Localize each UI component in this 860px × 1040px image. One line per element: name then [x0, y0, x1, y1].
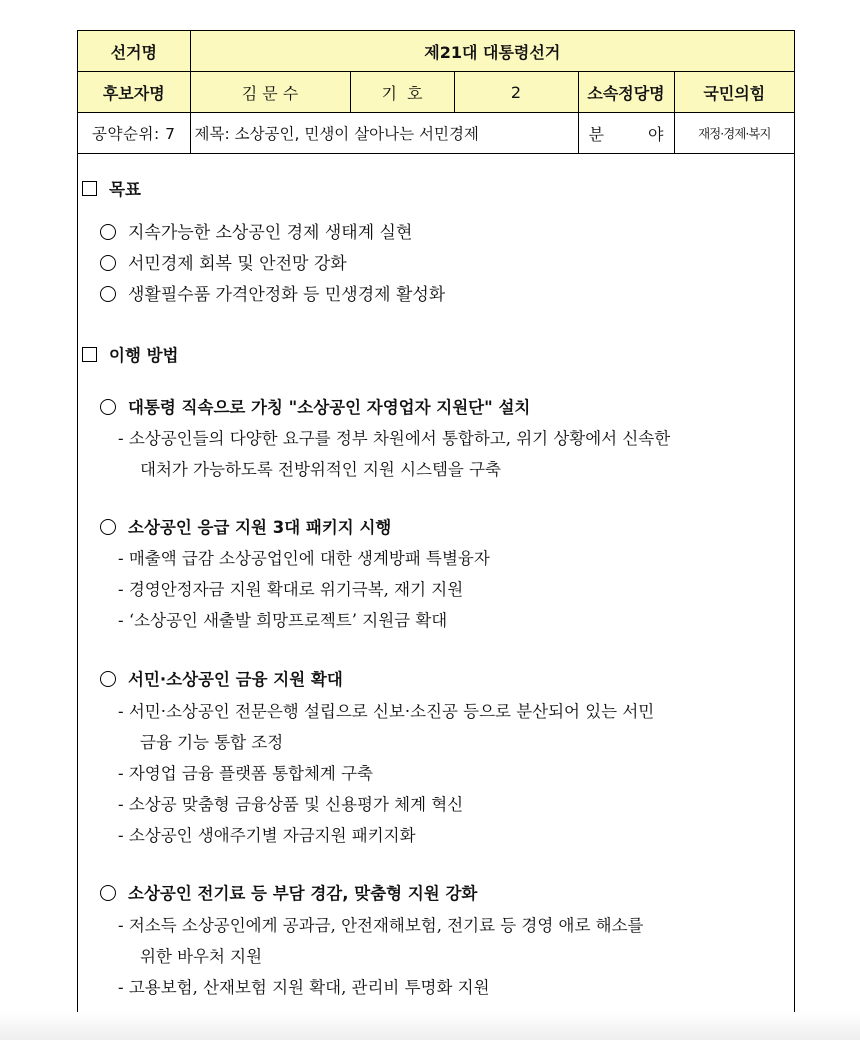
circle-bullet-icon [100, 671, 116, 687]
symbol-value: 2 [454, 72, 578, 113]
method-item-line: - 저소득 소상공인에게 공과금, 안전재해보험, 전기료 등 경영 애로 해소를 [118, 916, 644, 935]
party-value: 국민의힘 [674, 72, 794, 113]
circle-bullet-icon [100, 255, 116, 271]
candidate-label: 후보자명 [78, 72, 190, 113]
goal-item: 생활필수품 가격안정화 등 민생경제 활성화 [100, 280, 445, 311]
field-label-b: 야 [648, 124, 664, 144]
method-item-line: - 서민·소상공인 전문은행 설립으로 신보·소진공 등으로 분산되어 있는 서민 [118, 702, 655, 721]
square-bullet-icon [82, 347, 97, 362]
goal-item: 지속가능한 소상공인 경제 생태계 실현 [100, 218, 412, 249]
field-label-a: 분 [588, 124, 604, 144]
field-label [578, 113, 674, 154]
symbol-label: 기 호 [350, 72, 454, 113]
method-item-line: - 고용보험, 산재보험 지원 확대, 관리비 투명화 지원 [118, 978, 490, 997]
party-label: 소속정당명 [578, 72, 674, 113]
pledge-document [77, 30, 795, 1022]
method-item-line: - 소상공인들의 다양한 요구를 정부 차원에서 통합하고, 위기 상황에서 신속한 [118, 429, 671, 448]
method-item-line: 위한 바우처 지원 [140, 947, 263, 966]
field-value: 재정·경제·복지 [674, 113, 794, 154]
page-bottom-shadow [0, 1012, 860, 1040]
election-value: 제21대 대통령선거 [190, 31, 794, 72]
method-item-heading: 대통령 직속으로 가칭 "소상공인 자영업자 지원단" 설치 [100, 392, 530, 424]
pledge-header-table [78, 31, 794, 154]
method-item-line: 대처가 가능하도록 전방위적인 지원 시스템을 구축 [140, 460, 501, 479]
method-item-line: 금융 기능 통합 조정 [140, 733, 284, 752]
method-item-line: - 경영안정자금 지원 확대로 위기극복, 재기 지원 [118, 580, 464, 599]
method-item-heading: 서민·소상공인 금융 지원 확대 [100, 664, 343, 696]
circle-bullet-icon [100, 224, 116, 240]
method-item-heading: 소상공인 전기료 등 부담 경감, 맞춤형 지원 강화 [100, 878, 477, 910]
method-section-title: 이행 방법 [82, 340, 179, 371]
candidate-value: 김 문 수 [190, 72, 350, 113]
circle-bullet-icon [100, 399, 116, 415]
method-item-line: - 소상공 맞춤형 금융상품 및 신용평가 체계 혁신 [118, 795, 464, 814]
square-bullet-icon [82, 181, 97, 196]
method-item-heading: 소상공인 응급 지원 3대 패키지 시행 [100, 512, 391, 544]
pledge-rank: 공약순위: 7 [78, 113, 190, 154]
goal-item: 서민경제 회복 및 안전망 강화 [100, 249, 347, 280]
election-label: 선거명 [78, 31, 190, 72]
method-item-line: - 소상공인 생애주기별 자금지원 패키지화 [118, 826, 416, 845]
method-item-line: - ‘소상공인 새출발 희망프로젝트’ 지원금 확대 [118, 611, 448, 630]
circle-bullet-icon [100, 885, 116, 901]
method-item-line: - 자영업 금융 플랫폼 통합체계 구축 [118, 764, 373, 783]
method-item-line: - 매출액 급감 소상공업인에 대한 생계방패 특별융자 [118, 549, 490, 568]
goal-section-title: 목표 [82, 174, 141, 205]
circle-bullet-icon [100, 519, 116, 535]
circle-bullet-icon [100, 286, 116, 302]
pledge-subject: 제목: 소상공인, 민생이 살아나는 서민경제 [190, 113, 578, 154]
